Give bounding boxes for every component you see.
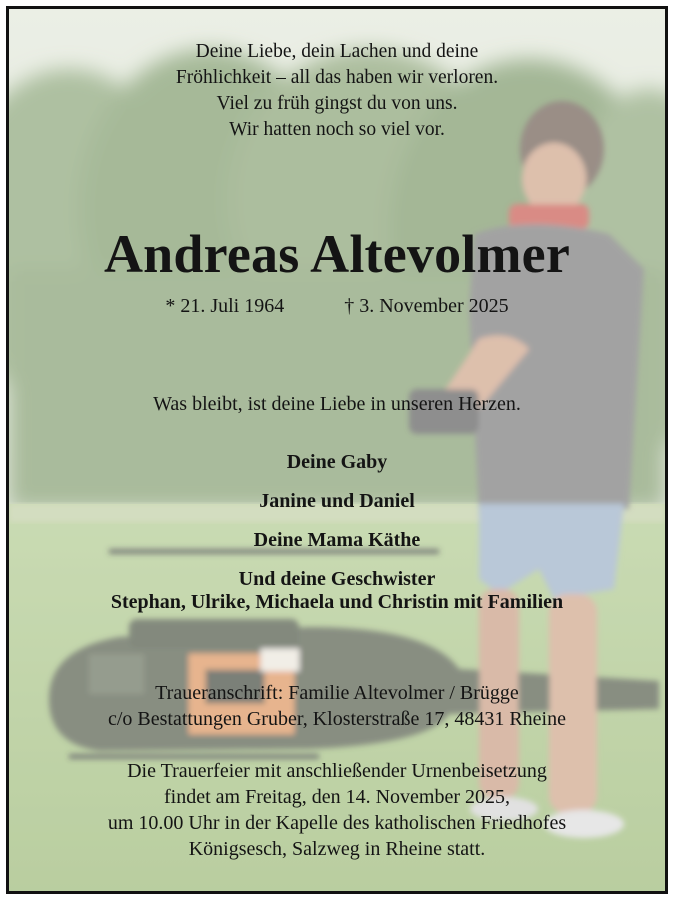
address-line-2: c/o Bestattungen Gruber, Klosterstraße 17, 48431 Rheine	[108, 708, 566, 730]
funeral-line-2: findet am Freitag, den 14. November 2025,	[163, 786, 511, 808]
mourner-1: Deine Gaby	[286, 451, 388, 473]
obituary-frame	[6, 6, 668, 894]
funeral-line-3: um 10.00 Uhr in der Kapelle des katholischen Friedhofes	[107, 812, 567, 834]
funeral-line-4: Königsesch, Salzweg in Rheine statt.	[188, 838, 486, 860]
mourner-2: Janine und Daniel	[259, 490, 415, 512]
mourner-3: Deine Mama Käthe	[253, 529, 421, 551]
poem-line-3: Viel zu früh gingst du von uns.	[216, 93, 458, 114]
mourner-5: Stephan, Ulrike, Michaela und Christin mit Familien	[110, 591, 564, 613]
poem-line-1: Deine Liebe, dein Lachen und deine	[195, 41, 479, 62]
death-date: † 3. November 2025	[344, 295, 509, 317]
address-line-1: Traueranschrift: Familie Altevolmer / Brügge	[155, 682, 519, 704]
funeral-line-1: Die Trauerfeier mit anschließender Urnenbeisetzung	[127, 760, 547, 782]
life-dates	[9, 295, 665, 318]
poem-line-2: Fröhlichkeit – all das haben wir verloren.	[175, 67, 499, 88]
deceased-name: Andreas Altevolmer	[103, 224, 571, 284]
mourner-4: Und deine Geschwister	[238, 568, 436, 590]
obituary-text	[9, 9, 665, 891]
motto: Was bleibt, ist deine Liebe in unseren Herzen.	[153, 393, 521, 415]
poem-line-4: Wir hatten noch so viel vor.	[229, 119, 445, 140]
birth-date: * 21. Juli 1964	[165, 295, 285, 317]
